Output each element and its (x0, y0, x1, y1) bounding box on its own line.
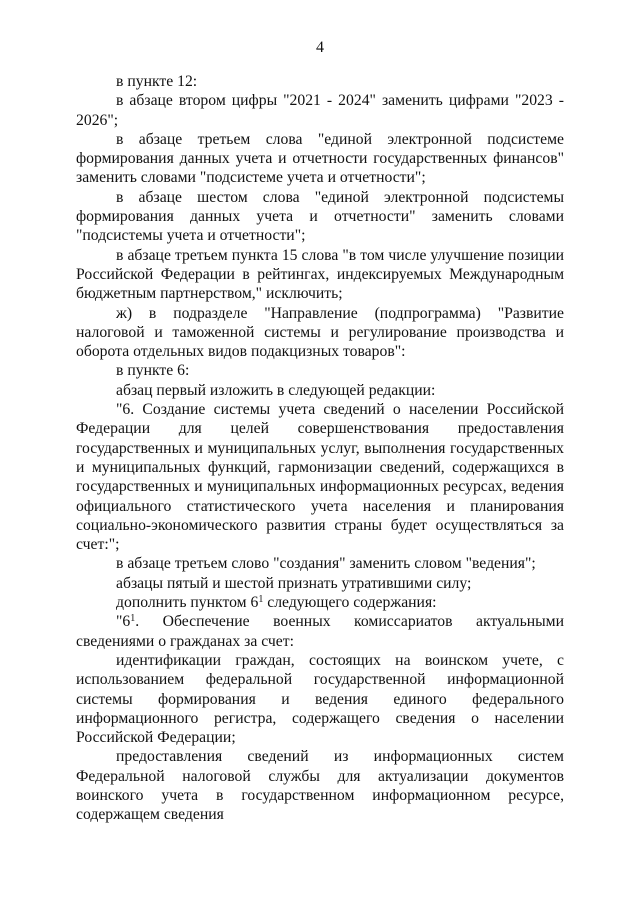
paragraph: предоставления сведений из информационных систем Федеральной налоговой службы для актуализации документов воинского учета в государственном информационном ресурсе, содержащем сведения (76, 748, 564, 824)
superscript: 1 (258, 594, 264, 606)
paragraph: абзац первый изложить в следующей редакции: (116, 381, 436, 399)
paragraph: ж) в подразделе "Направление (подпрограмма) "Развитие налоговой и таможенной системы и регулирование производства и оборота отдельных видов подакцизных товаров": (76, 304, 564, 361)
paragraph: в абзаце третьем слова "единой электронной подсистеме формирования данных учета и отчетности государственных финансов" заменить словами "подсистеме учета и отчетности"; (76, 130, 564, 187)
document-body (76, 72, 564, 825)
paragraph-text: следующего содержания: (263, 594, 437, 612)
paragraph-text: "6 (116, 613, 131, 631)
paragraph: в пункте 12: (116, 73, 198, 90)
paragraph (76, 593, 564, 612)
page-number: 4 (316, 39, 324, 56)
paragraph: в пункте 6: (116, 362, 190, 380)
paragraph: в абзаце шестом слова "единой электронной подсистемы формирования данных учета и отчетности" заменить словами "подсистемы учета и отчетности"; (76, 188, 564, 245)
paragraph-text: дополнить пунктом 6 (116, 594, 259, 612)
paragraph: абзацы пятый и шестой признать утратившими силу; (116, 574, 472, 592)
superscript: 1 (130, 613, 136, 625)
paragraph: в абзаце втором цифры "2021 - 2024" заменить цифрами "2023 - 2026"; (76, 92, 564, 129)
paragraph: в абзаце третьем слово "создания" заменить словом "ведения"; (116, 555, 536, 573)
paragraph: идентификации граждан, состоящих на воинском учете, с использованием федеральной государственной информационной системы формирования и ведения единого федерального информационного регистра, содержащего сведения о населении Российской Федерации; (76, 651, 564, 747)
paragraph (76, 612, 564, 651)
paragraph-text: . Обеспечение военных комиссариатов актуальными сведениями о гражданах за счет: (76, 613, 564, 650)
paragraph: в абзаце третьем пункта 15 слова "в том числе улучшение позиции Российской Федерации в рейтингах, индексируемых Международным бюджетным партнерством," исключить; (76, 246, 564, 303)
paragraph: "6. Создание системы учета сведений о населении Российской Федерации для целей совершенствования предоставления государственных и муниципальных услуг, выполнения государственных и муниципальных функций, гармонизации сведений, содержащихся в государственных и муниципальных информационных ресурсах, ведения официального статистического учета населения и планирования социально-экономического развития страны будет осуществляться за счет:"; (76, 401, 564, 554)
